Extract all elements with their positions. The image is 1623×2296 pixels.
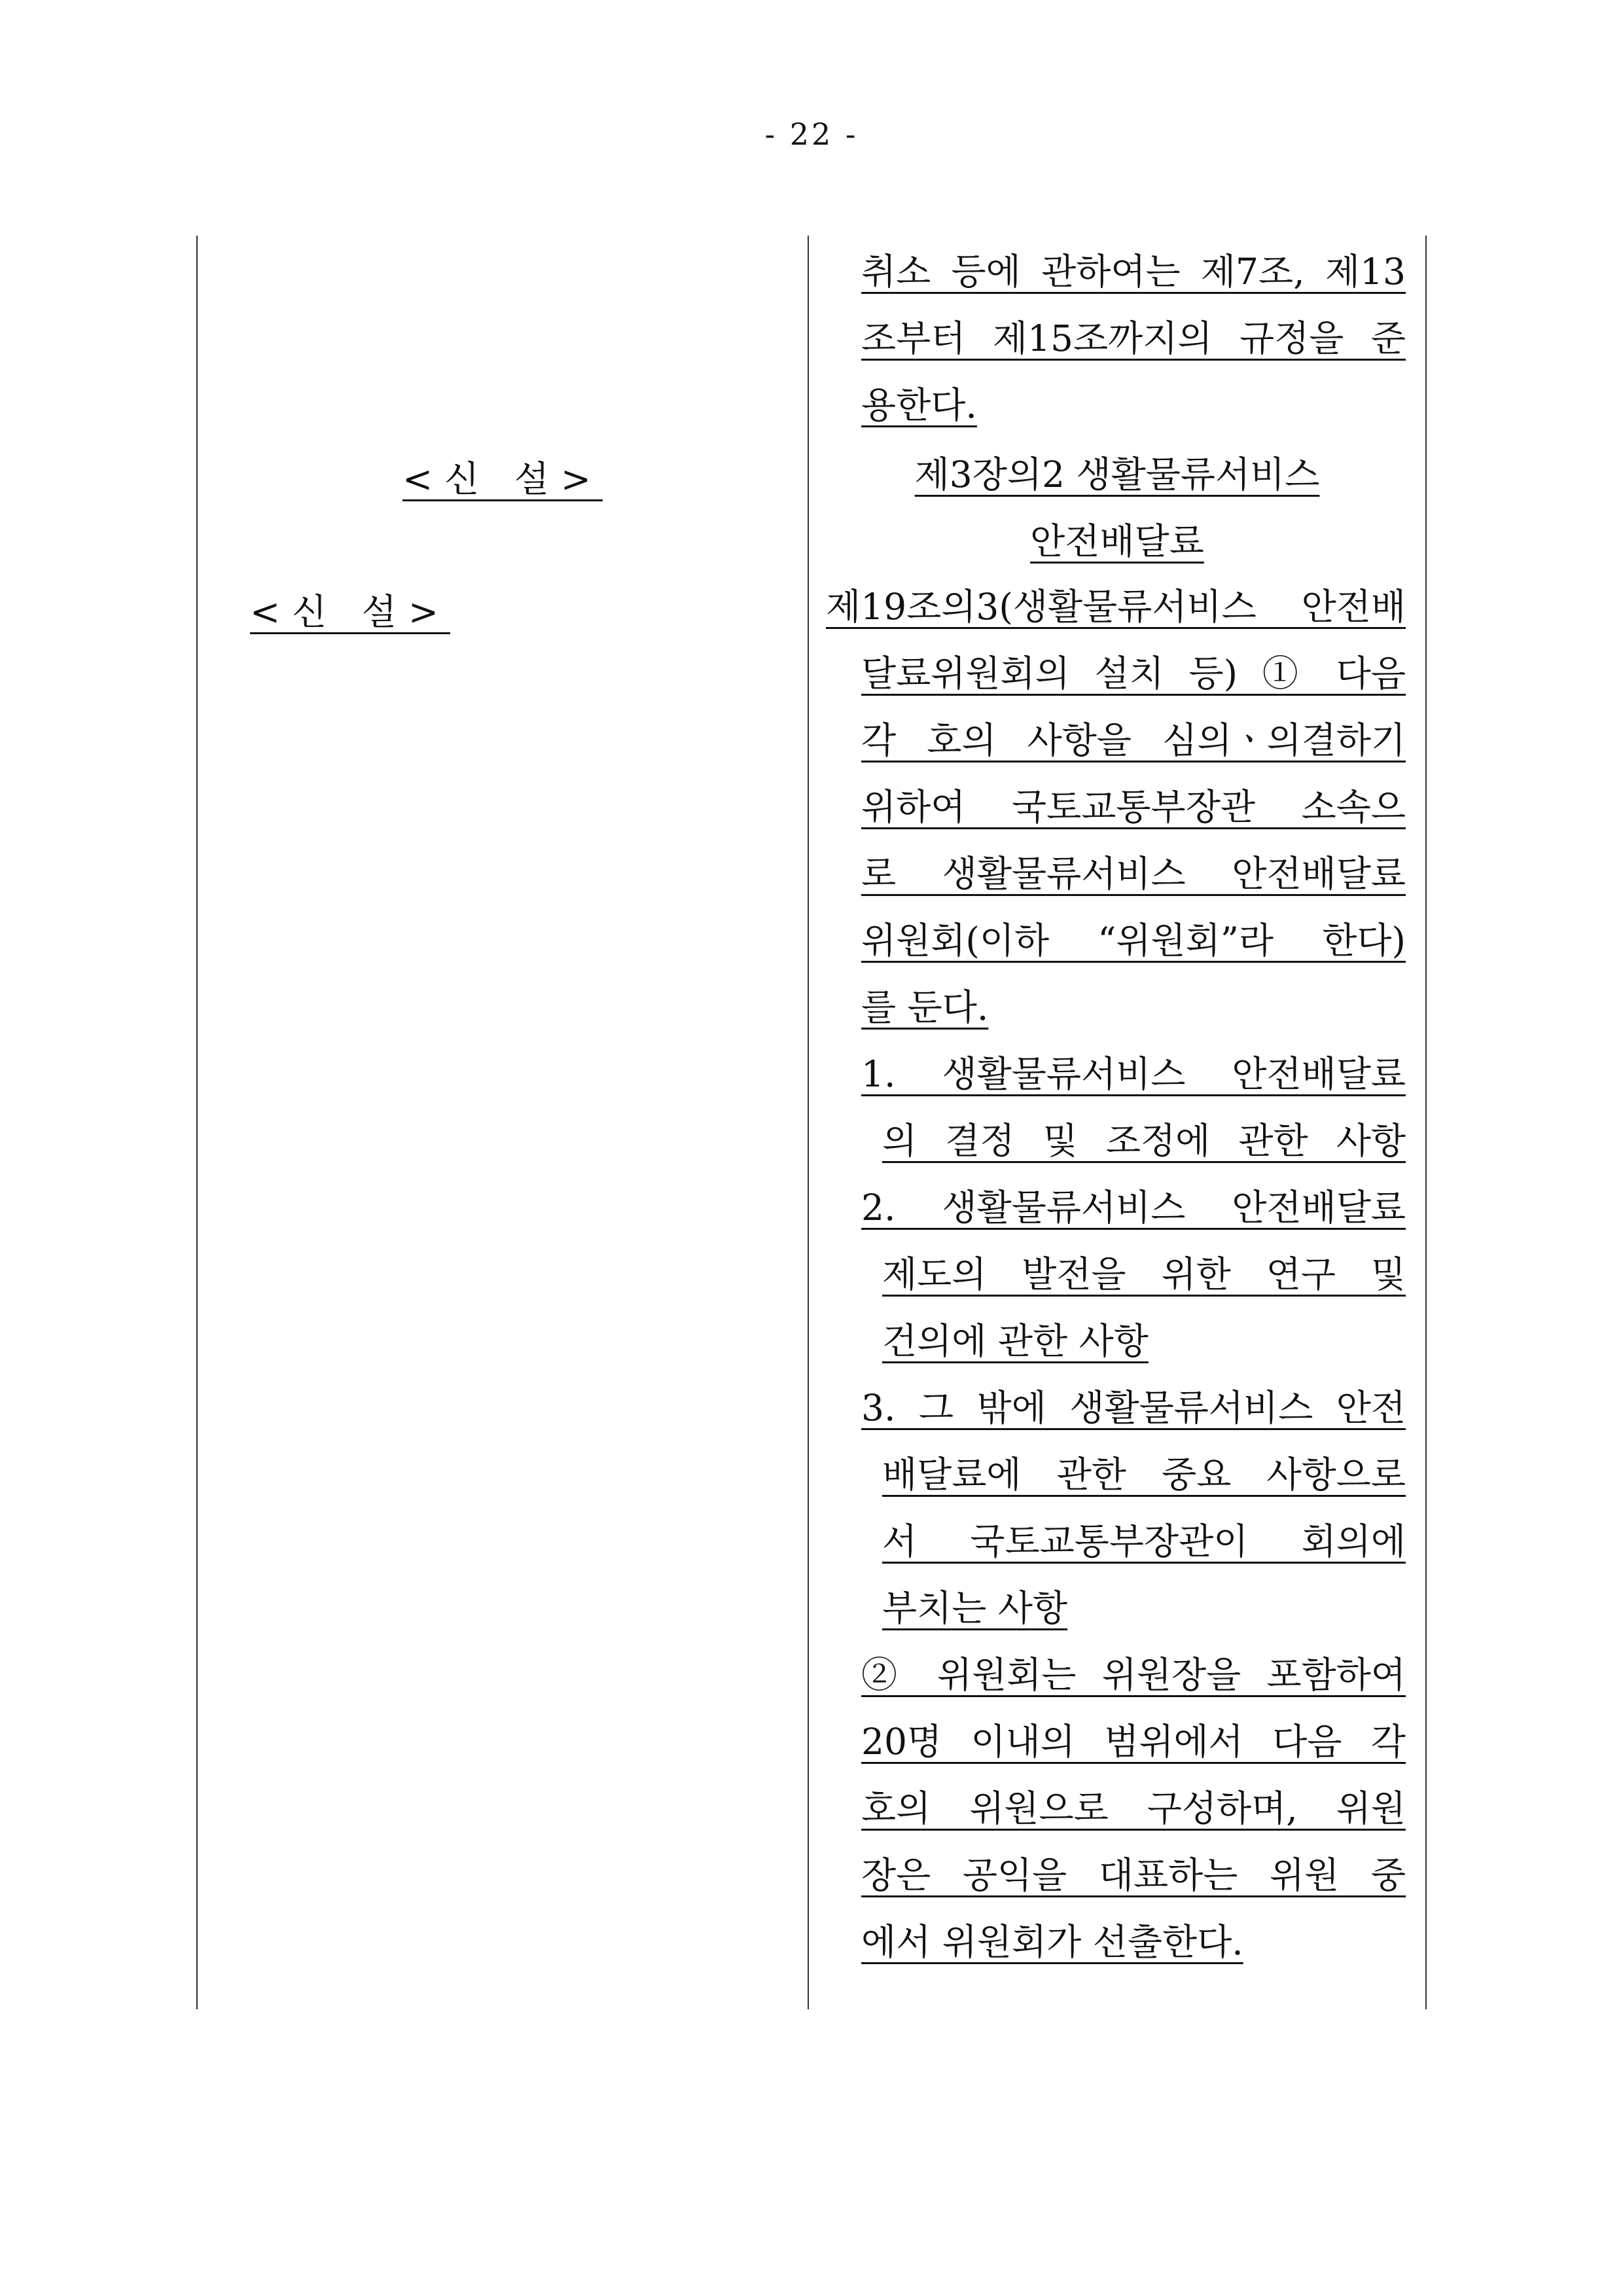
list-item-line: 서 국토교통부장관이 회의에 (882, 1520, 1406, 1562)
paragraph-line: 장은 공익을 대표하는 위원 중 (861, 1854, 1406, 1896)
comparison-table (196, 236, 1427, 2009)
list-item-line: 제도의 발전을 위한 연구 및 (882, 1253, 1406, 1295)
amendment-line: 달료위원회의 설치 등) ① 다음 (861, 653, 1406, 694)
new-provision-marker-chapter: <신 설> (402, 458, 603, 500)
amendment-line: 위하여 국토교통부장관 소속으 (861, 786, 1406, 828)
list-item-line: 2. 생활물류서비스 안전배달료 (861, 1187, 1406, 1229)
list-item-line: 배달료에 관한 중요 사항으로 (882, 1454, 1406, 1496)
amendment-line: 로 생활물류서비스 안전배달료 (861, 853, 1406, 895)
paragraph-line: 호의 위원으로 구성하며, 위원 (861, 1787, 1406, 1829)
amendment-line: 용한다. (861, 384, 977, 426)
amendment-line: 취소 등에 관하여는 제7조, 제13 (861, 251, 1406, 293)
chapter-heading: 안전배달료 (1030, 520, 1204, 562)
table-border-right (1425, 236, 1427, 2009)
list-item-line: 의 결정 및 조정에 관한 사항 (882, 1120, 1406, 1162)
page-number: - 22 - (764, 117, 859, 152)
new-provision-marker-article: <신 설> (250, 591, 450, 633)
chapter-heading: 제3장의2 생활물류서비스 (914, 454, 1320, 495)
article-heading: 제19조의3(생활물류서비스 안전배 (826, 586, 1406, 628)
list-item-line: 1. 생활물류서비스 안전배달료 (861, 1053, 1406, 1095)
amendment-line: 조부터 제15조까지의 규정을 준 (861, 317, 1406, 359)
list-item-line: 건의에 관한 사항 (882, 1320, 1149, 1362)
list-item-line: 3. 그 밖에 생활물류서비스 안전 (861, 1387, 1406, 1429)
paragraph-line: 20명 이내의 범위에서 다음 각 (861, 1721, 1406, 1763)
paragraph-line: ② 위원회는 위원장을 포함하여 (861, 1654, 1406, 1696)
table-column-divider (808, 236, 809, 2009)
amendment-line: 각 호의 사항을 심의ㆍ의결하기 (861, 719, 1406, 761)
amendment-line: 위원회(이하 “위원회”라 한다) (861, 920, 1406, 961)
amendment-line: 를 둔다. (861, 986, 989, 1028)
list-item-line: 부치는 사항 (882, 1587, 1068, 1629)
paragraph-line: 에서 위원회가 선출한다. (861, 1921, 1243, 1963)
table-border-left (196, 236, 198, 2009)
